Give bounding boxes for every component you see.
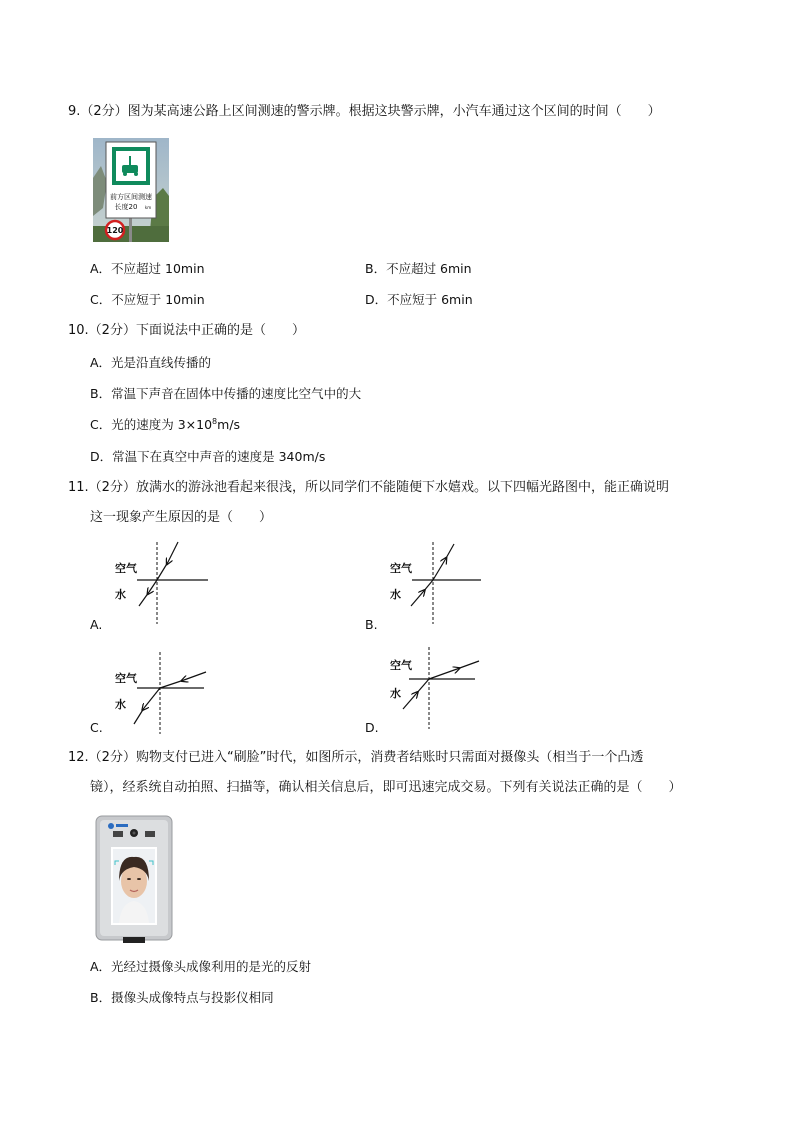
q12-option-a: A．光经过摄像头成像利用的是光的反射: [90, 959, 312, 974]
q10-option-c-text: C．光的速度为 3×10: [90, 417, 213, 432]
q9-option-c: C．不应短于 10min: [90, 292, 205, 307]
q9-stem: 9.（2分）图为某高速公路上区间测速的警示牌。根据这块警示牌，小汽车通过这个区间的时间（ ）: [68, 104, 661, 119]
q11-option-b: B.: [365, 617, 378, 632]
q11-option-c: C.: [90, 720, 103, 735]
speed-zone-sign-photo: [93, 138, 169, 242]
light-path-diagram-b: [387, 540, 487, 626]
q10-option-c-unit: m/s: [217, 417, 241, 432]
q10-stem: 10.（2分）下面说法中正确的是（ ）: [68, 323, 305, 338]
q10-option-a: A．光是沿直线传播的: [90, 355, 212, 370]
speed-limit-text: 120: [106, 226, 124, 235]
light-path-diagram-d: [387, 645, 487, 731]
light-path-diagram-c: [112, 650, 212, 736]
air-label: 空气: [115, 672, 137, 685]
water-label: 水: [115, 698, 126, 711]
q11-stem-line1: 11.（2分）放满水的游泳池看起来很浅，所以同学们不能随便下水嬉戏。以下四幅光路图中，能正确说明: [68, 480, 669, 495]
air-label: 空气: [115, 562, 137, 575]
q10-option-c: [90, 417, 240, 433]
q12-stem-line2: 镜），经系统自动拍照、扫描等，确认相关信息后，即可迅速完成交易。下列有关说法正确的是（ ）: [90, 780, 682, 795]
sign-text-unit: km: [144, 205, 152, 210]
water-label: 水: [390, 687, 401, 700]
sign-text-line2: 长度20: [114, 203, 138, 211]
light-path-diagram-a: [112, 540, 212, 626]
q11-option-a: A.: [90, 617, 103, 632]
face-payment-terminal-photo: [95, 815, 173, 945]
air-label: 空气: [390, 659, 412, 672]
q12-option-b: B．摄像头成像特点与投影仪相同: [90, 990, 274, 1005]
q11-stem-line2: 这一现象产生原因的是（ ）: [90, 510, 273, 525]
q9-option-b: B．不应超过 6min: [365, 261, 472, 276]
air-label: 空气: [390, 562, 412, 575]
q10-option-c-exponent: 8: [212, 416, 218, 426]
q9-option-d: D．不应短于 6min: [365, 292, 473, 307]
water-label: 水: [115, 588, 126, 601]
q10-option-b: B．常温下声音在固体中传播的速度比空气中的大: [90, 386, 362, 401]
water-label: 水: [390, 588, 401, 601]
q11-option-d: D.: [365, 720, 379, 735]
q9-option-a: A．不应超过 10min: [90, 261, 205, 276]
q12-stem-line1: 12.（2分）购物支付已进入“刷脸”时代，如图所示，消费者结账时只需面对摄像头（相当于一个凸透: [68, 750, 644, 765]
sign-text-line1: 前方区间测速: [110, 193, 152, 201]
q10-option-d: D．常温下在真空中声音的速度是 340m/s: [90, 449, 326, 464]
